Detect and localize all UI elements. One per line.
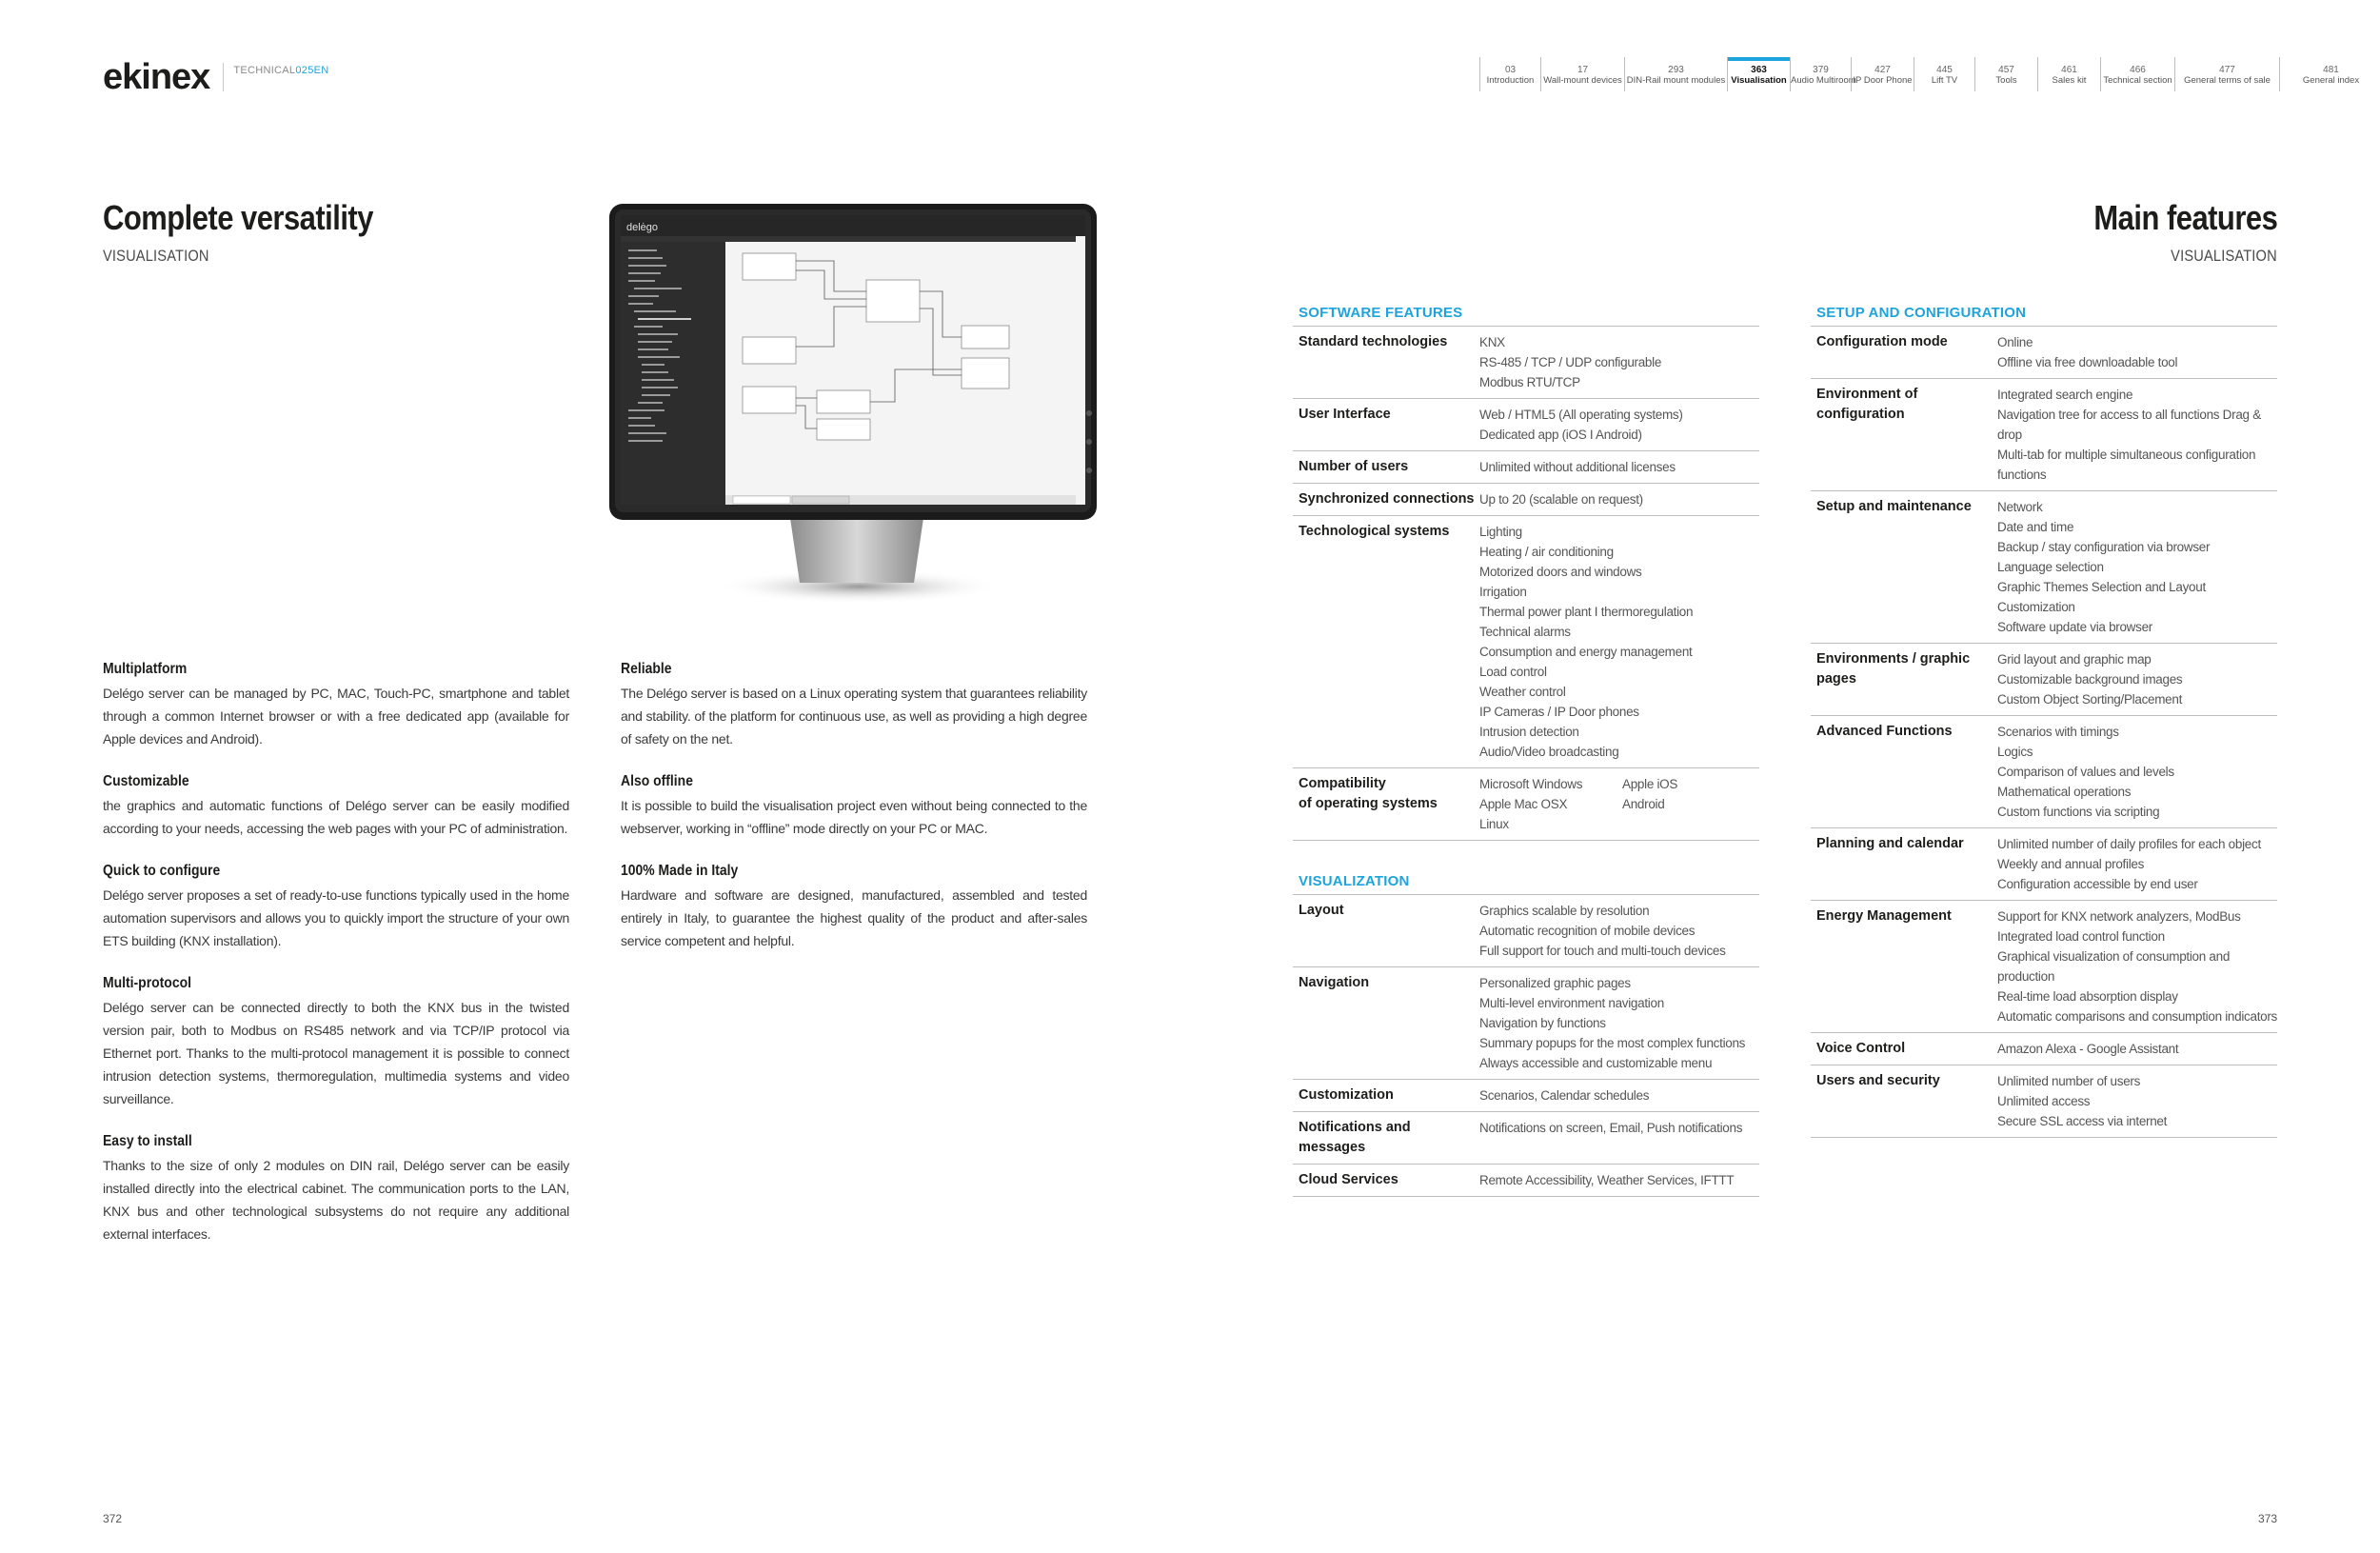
nav-tab-general-index[interactable]	[2279, 57, 2380, 91]
brand-divider	[223, 63, 224, 91]
feature-title: Customizable	[103, 773, 189, 789]
nav-tab-tools[interactable]	[1974, 57, 2037, 91]
row-key-line: Compatibility	[1299, 776, 1386, 791]
row-value: Unlimited without additional licenses	[1479, 460, 1676, 474]
screen-logo: delėgo	[626, 222, 659, 233]
row-key: Number of users	[1299, 459, 1409, 474]
nav-tab-number: 379	[1813, 65, 1829, 75]
row-value: Navigation by functions	[1479, 1016, 1606, 1030]
compat-col-2	[1622, 774, 1759, 834]
feature-text: Delégo server proposes a set of ready-to-use functions typically used in the home automation supervisors and allows you to quickly import the structure of your own ETS building (KNX installation).	[103, 887, 569, 948]
feature-title: Easy to install	[103, 1133, 192, 1149]
row-key: Environment of configuration	[1816, 387, 1918, 422]
row-key: Voice Control	[1816, 1041, 1906, 1056]
row-value: Audio/Video broadcasting	[1479, 745, 1619, 759]
page-subtitle-right: VISUALISATION	[2171, 247, 2277, 265]
page-title-right: Main features	[2093, 198, 2277, 237]
row-value: Network	[1997, 500, 2043, 514]
feature-text: Hardware and software are designed, manufactured, assembled and tested entirely in Italy, to guarantee the highest quality of the product and after-sales service competent and helpful.	[621, 887, 1087, 948]
nav-tab-label: Sales kit	[2052, 75, 2087, 86]
row-value: Motorized doors and windows	[1479, 565, 1642, 579]
row-value: Remote Accessibility, Weather Services, IFTTT	[1479, 1173, 1735, 1187]
nav-tab-label: Tools	[1995, 75, 2017, 86]
row-key: User Interface	[1299, 407, 1391, 422]
nav-tab-label: Introduction	[1486, 75, 1535, 86]
nav-tab-din-rail-mount-modules[interactable]	[1624, 57, 1727, 91]
setup-heading: SETUP AND CONFIGURATION	[1811, 305, 2277, 327]
nav-tab-label: Technical section	[2103, 75, 2172, 86]
row-key: Layout	[1299, 903, 1344, 918]
nav-tab-lift-tv[interactable]	[1914, 57, 1974, 91]
row-value: Up to 20 (scalable on request)	[1479, 492, 1643, 507]
row-key: Energy Management	[1816, 908, 1952, 924]
table-row	[1293, 1112, 1759, 1165]
nav-tab-introduction[interactable]	[1479, 57, 1540, 91]
row-key: Environments / graphic pages	[1816, 651, 1971, 687]
nav-tab-label: General index	[2302, 75, 2360, 86]
compat-value: Apple Mac OSX	[1479, 797, 1568, 811]
row-values	[1479, 332, 1759, 392]
row-key: Standard technologies	[1299, 334, 1448, 349]
compat-value: Apple iOS	[1622, 777, 1678, 791]
feature-text: The Delégo server is based on a Linux operating system that guarantees reliability and stability. of the platform for continuous use, as well as providing a high degree of safety on the net.	[621, 686, 1087, 747]
row-values	[1997, 1071, 2277, 1131]
catalog-prefix: TECHNICAL	[233, 65, 296, 76]
row-value: Grid layout and graphic map	[1997, 652, 2152, 667]
compat-value: Linux	[1479, 817, 1509, 831]
table-row	[1811, 901, 2277, 1033]
row-value: Backup / stay configuration via browser	[1997, 540, 2211, 554]
nav-tab-general-terms-of-sale[interactable]	[2174, 57, 2279, 91]
row-value: Unlimited access	[1997, 1094, 2091, 1108]
row-value: Language selection	[1997, 560, 2104, 574]
feature-title: Reliable	[621, 661, 672, 677]
nav-tab-label: DIN-Rail mount modules	[1626, 75, 1726, 86]
features-column-1	[103, 661, 569, 1268]
compat-value: Android	[1622, 797, 1665, 811]
feature-text: Delégo server can be managed by PC, MAC, Touch-PC, smartphone and tablet through a common Internet browser or with a free dedicated app (available for Apple devices and Android).	[103, 686, 569, 747]
row-values	[1479, 973, 1759, 1073]
feature-block	[621, 863, 1087, 952]
row-value: Personalized graphic pages	[1479, 976, 1631, 990]
table-row	[1293, 967, 1759, 1080]
row-value: Graphical visualization of consumption and production	[1997, 949, 2231, 984]
row-value: Secure SSL access via internet	[1997, 1114, 2168, 1128]
row-values	[1997, 385, 2277, 485]
feature-text: Thanks to the size of only 2 modules on DIN rail, Delégo server can be easily installed directly into the electrical cabinet. The communication ports to the LAN, KNX bus and other technological subsystems do not require any additional external interfaces.	[103, 1158, 569, 1242]
row-value: Comparison of values and levels	[1997, 765, 2174, 779]
row-values	[1479, 405, 1759, 445]
table-row	[1293, 484, 1759, 516]
row-value: Heating / air conditioning	[1479, 545, 1614, 559]
row-value: Software update via browser	[1997, 620, 2152, 634]
row-value: Real-time load absorption display	[1997, 989, 2178, 1004]
nav-tab-technical-section[interactable]	[2100, 57, 2174, 91]
nav-tab-label: General terms of sale	[2184, 75, 2271, 86]
nav-tab-label: IP Door Phone	[1853, 75, 1913, 86]
table-row	[1293, 327, 1759, 399]
row-value: IP Cameras / IP Door phones	[1479, 705, 1639, 719]
row-key: Advanced Functions	[1816, 724, 1953, 739]
row-value: Amazon Alexa - Google Assistant	[1997, 1042, 2179, 1056]
row-value: Intrusion detection	[1479, 725, 1579, 739]
row-value: Customization	[1997, 600, 2075, 614]
row-value: Online	[1997, 335, 2033, 349]
feature-text: the graphics and automatic functions of Delégo server can be easily modified according to your needs, accessing the web pages with your PC of administration.	[103, 798, 569, 836]
row-value: Consumption and energy management	[1479, 645, 1693, 659]
row-values	[1479, 522, 1759, 762]
monitor-illustration	[609, 204, 1104, 613]
nav-tab-number: 17	[1577, 65, 1589, 75]
nav-tab-number: 481	[2323, 65, 2339, 75]
feature-block	[621, 773, 1087, 840]
row-value: Load control	[1479, 665, 1547, 679]
row-value: Integrated search engine	[1997, 388, 2133, 402]
row-value: Logics	[1997, 745, 2033, 759]
nav-tab-label: Wall-mount devices	[1543, 75, 1622, 86]
feature-text: It is possible to build the visualisation project even without being connected to the webserver, working in “offline” mode directly on your PC or MAC.	[621, 798, 1087, 836]
row-values	[1479, 457, 1759, 477]
nav-tab-audio-multiroom[interactable]	[1790, 57, 1856, 91]
feature-title: Also offline	[621, 773, 693, 789]
nav-tab-number: 466	[2130, 65, 2146, 75]
table-row	[1293, 1165, 1759, 1197]
feature-block	[103, 773, 569, 840]
page-subtitle: VISUALISATION	[103, 247, 209, 265]
row-value: Technical alarms	[1479, 625, 1571, 639]
row-values	[1479, 489, 1759, 509]
nav-tab-number: 363	[1751, 65, 1767, 75]
table-row	[1811, 379, 2277, 491]
ekinex-logo: ekinex	[103, 57, 210, 97]
monitor-stand	[790, 518, 923, 583]
row-values	[1997, 834, 2277, 894]
row-key-line: of operating systems	[1299, 796, 1438, 811]
row-key: Navigation	[1299, 975, 1370, 990]
row-value: Mathematical operations	[1997, 785, 2132, 799]
visualization-heading: VISUALIZATION	[1293, 873, 1759, 895]
brand	[103, 59, 329, 95]
row-values	[1997, 906, 2277, 1026]
row-key: Configuration mode	[1816, 334, 1948, 349]
row-value: Dedicated app (iOS I Android)	[1479, 428, 1642, 442]
catalog-number: 025EN	[295, 65, 329, 76]
nav-tab-number: 457	[1998, 65, 2014, 75]
row-value: Multi-level environment navigation	[1479, 996, 1664, 1010]
feature-text: Delégo server can be connected directly to both the KNX bus in the twisted version pair, both to Modbus on RS485 network and via TCP/IP protocol via Ethernet port. Thanks to the multi-protocol management it is possible to connect intrusion detection systems, thermoregulation, multimedia systems and video surveillance.	[103, 1000, 569, 1106]
row-value: Navigation tree for access to all functions Drag & drop	[1997, 408, 2261, 442]
nav-tab-number: 293	[1668, 65, 1684, 75]
feature-block	[103, 975, 569, 1110]
row-values	[1479, 1085, 1759, 1105]
table-row	[1811, 716, 2277, 828]
feature-title: Quick to configure	[103, 863, 221, 879]
row-value: Lighting	[1479, 525, 1522, 539]
row-value: Always accessible and customizable menu	[1479, 1056, 1713, 1070]
table-row	[1293, 1080, 1759, 1112]
catalog-code	[233, 65, 328, 76]
row-key: Notifications and messages	[1299, 1120, 1411, 1155]
page-number-left: 372	[103, 1512, 123, 1525]
nav-tab-label: Lift TV	[1931, 75, 1958, 86]
row-value: RS-485 / TCP / UDP configurable	[1479, 355, 1662, 369]
table-row	[1811, 1065, 2277, 1138]
feature-block	[103, 863, 569, 952]
row-value: KNX	[1479, 335, 1505, 349]
feature-title: Multi-protocol	[103, 975, 191, 991]
nav-tab-number: 477	[2219, 65, 2235, 75]
row-value: Weather control	[1479, 685, 1566, 699]
row-key: Cloud Services	[1299, 1172, 1398, 1187]
row-value: Scenarios, Calendar schedules	[1479, 1088, 1650, 1103]
row-value: Thermal power plant I thermoregulation	[1479, 605, 1694, 619]
row-values	[1997, 649, 2277, 709]
row-value: Automatic comparisons and consumption indicators	[1997, 1009, 2278, 1024]
nav-tab-number: 03	[1504, 65, 1517, 75]
row-value: Modbus RTU/TCP	[1479, 375, 1580, 389]
nav-tab-label: Visualisation	[1731, 75, 1787, 86]
page-number-right: 373	[2257, 1512, 2277, 1525]
row-values	[1479, 1170, 1759, 1190]
feature-block	[621, 661, 1087, 750]
row-values	[1997, 497, 2277, 637]
features-column-2	[621, 661, 1087, 975]
table-row	[1811, 828, 2277, 901]
row-key: Users and security	[1816, 1073, 1940, 1088]
nav-tab-wall-mount-devices[interactable]	[1540, 57, 1624, 91]
nav-tab-number: 461	[2061, 65, 2077, 75]
row-values	[1479, 901, 1759, 961]
row-value: Graphics scalable by resolution	[1479, 904, 1650, 918]
row-value: Custom Object Sorting/Placement	[1997, 692, 2183, 707]
row-values	[1997, 332, 2277, 372]
row-value: Summary popups for the most complex functions	[1479, 1036, 1746, 1050]
row-value: Unlimited number of daily profiles for each object	[1997, 837, 2261, 851]
row-values	[1997, 722, 2277, 822]
table-row	[1293, 451, 1759, 484]
setup-configuration-table	[1811, 305, 2277, 1138]
table-row	[1811, 644, 2277, 716]
row-value: Support for KNX network analyzers, ModBus	[1997, 909, 2241, 924]
feature-block	[103, 1133, 569, 1245]
row-value: Notifications on screen, Email, Push notifications	[1479, 1121, 1743, 1135]
row-key: Setup and maintenance	[1816, 499, 1972, 514]
table-row	[1811, 1033, 2277, 1065]
table-row	[1293, 399, 1759, 451]
nav-tab-sales-kit[interactable]	[2037, 57, 2100, 91]
feature-title: Multiplatform	[103, 661, 188, 677]
row-key: Technological systems	[1299, 524, 1450, 539]
row-value: Customizable background images	[1997, 672, 2183, 687]
row-value: Date and time	[1997, 520, 2074, 534]
table-row	[1811, 327, 2277, 379]
row-key: Synchronized connections	[1299, 491, 1475, 507]
row-value: Automatic recognition of mobile devices	[1479, 924, 1696, 938]
nav-tab-visualisation[interactable]	[1727, 57, 1790, 91]
table-row	[1293, 768, 1759, 841]
table-row	[1293, 516, 1759, 768]
row-key	[1299, 774, 1479, 834]
feature-block	[103, 661, 569, 750]
nav-tab-ip-door-phone[interactable]	[1851, 57, 1914, 91]
row-value: Unlimited number of users	[1997, 1074, 2141, 1088]
row-key: Customization	[1299, 1087, 1394, 1103]
page-title: Complete versatility	[103, 198, 373, 237]
row-value: Custom functions via scripting	[1997, 805, 2160, 819]
nav-tab-number: 427	[1874, 65, 1891, 75]
row-value: Offline via free downloadable tool	[1997, 355, 2178, 369]
row-value: Weekly and annual profiles	[1997, 857, 2145, 871]
nav-tab-label: Audio Multiroom	[1791, 75, 1856, 86]
compat-value: Microsoft Windows	[1479, 777, 1583, 791]
row-value: Scenarios with timings	[1997, 725, 2119, 739]
compat-col-1	[1479, 774, 1622, 834]
table-row	[1811, 491, 2277, 644]
row-value: Full support for touch and multi-touch devices	[1479, 944, 1726, 958]
row-value: Integrated load control function	[1997, 929, 2165, 944]
table-row	[1293, 895, 1759, 967]
row-value: Irrigation	[1479, 585, 1527, 599]
row-value: Web / HTML5 (All operating systems)	[1479, 408, 1683, 422]
software-features-heading: SOFTWARE FEATURES	[1293, 305, 1759, 327]
row-value: Graphic Themes Selection and Layout	[1997, 580, 2206, 594]
row-values	[1479, 1118, 1759, 1158]
feature-title: 100% Made in Italy	[621, 863, 739, 879]
row-value: Configuration accessible by end user	[1997, 877, 2198, 891]
row-key: Planning and calendar	[1816, 836, 1964, 851]
row-values	[1479, 774, 1759, 834]
software-features-table	[1293, 305, 1759, 1197]
section-nav	[1479, 57, 2380, 91]
nav-tab-number: 445	[1936, 65, 1953, 75]
row-value: Multi-tab for multiple simultaneous configuration functions	[1997, 448, 2256, 482]
row-values	[1997, 1039, 2277, 1059]
